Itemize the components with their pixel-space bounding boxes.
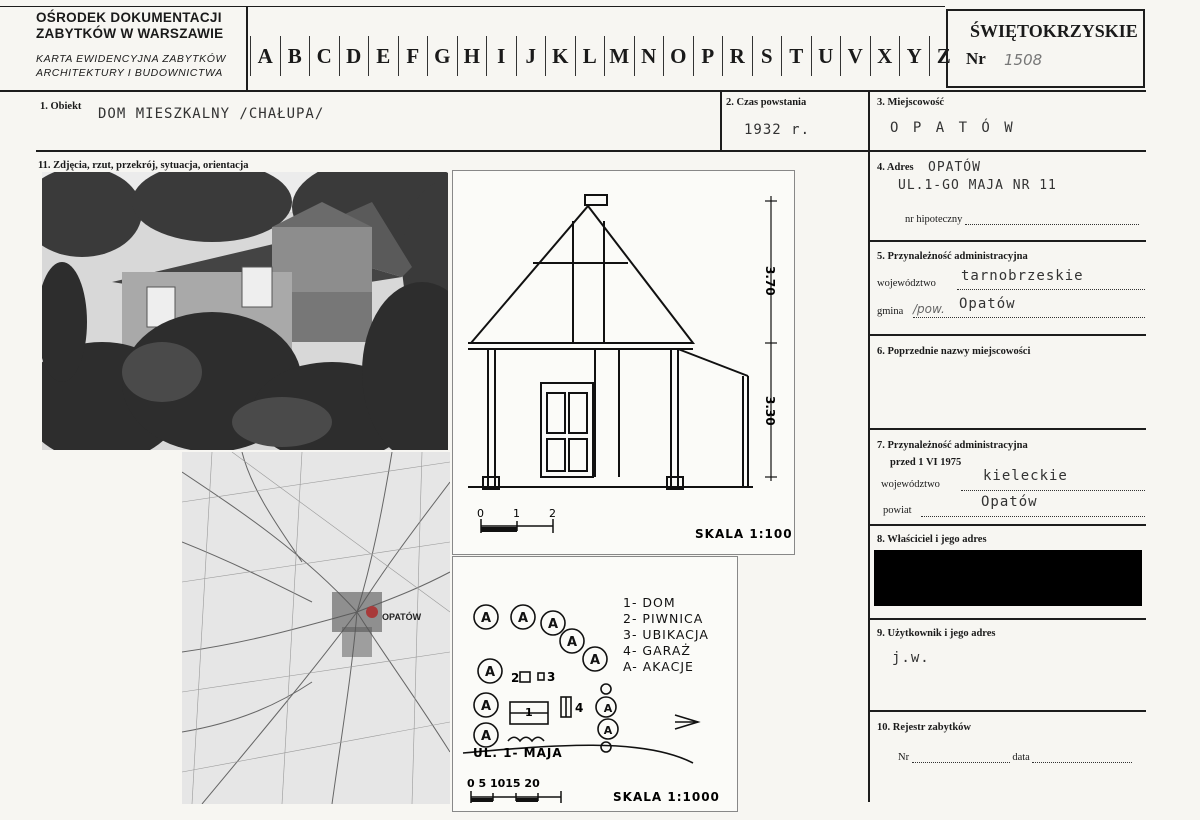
alphabet-index (250, 36, 958, 76)
rejestr-row (898, 752, 1132, 763)
adres-label: 4. Adres (877, 162, 914, 173)
zdjecia-label: 11. Zdjęcia, rzut, przekrój, sytuacja, orientacja (38, 160, 249, 171)
tree-label: A (480, 699, 492, 714)
index-letter-z: Z (929, 36, 959, 76)
header-top-rule (0, 6, 945, 7)
map-town-label: OPATÓW (382, 612, 422, 622)
rejestr-data-label: data (1012, 752, 1030, 763)
dimension-upper: 3.70 (763, 266, 777, 296)
tree-label: A (589, 653, 601, 668)
plan-label-2: 2 (511, 671, 520, 685)
miejscowosc-label: 3. Miejscowość (877, 97, 945, 108)
legend-item-piwnica: 2- PIWNICA (623, 611, 704, 626)
poprzednie-label: 6. Poprzednie nazwy miejscowości (877, 346, 1031, 357)
hipoteczny-row (905, 214, 1139, 225)
obiekt-value: DOM MIESZKALNY /CHAŁUPA/ (98, 106, 325, 122)
street-label: UL. 1- MAJA (473, 746, 563, 760)
tree-label: A (566, 635, 578, 650)
card-type-line1: KARTA EWIDENCYJNA ZABYTKÓW (36, 53, 227, 65)
index-letter-r: R (722, 36, 752, 76)
rule-after-admin-prev (868, 524, 1146, 526)
wojewodztwo-prev-label: województwo (881, 479, 940, 490)
obiekt-label: 1. Obiekt (40, 101, 82, 112)
card-type-line2: ARCHITEKTURY I BUDOWNICTWA (36, 67, 223, 79)
tree-label: A (480, 729, 492, 744)
index-letter-y: Y (899, 36, 929, 76)
index-letter-e: E (368, 36, 398, 76)
adres-line2: UL.1-GO MAJA NR 11 (898, 178, 1057, 193)
czas-label: 2. Czas powstania (726, 97, 807, 108)
index-letter-g: G (427, 36, 457, 76)
rule-after-uzytkownik (868, 710, 1146, 712)
header-bottom-rule (0, 90, 1146, 92)
right-column-divider (868, 90, 870, 802)
tree-label: A (603, 702, 613, 715)
location-map (182, 452, 450, 804)
divider-obiekt-czas (720, 90, 722, 150)
elevation-svg (453, 171, 796, 556)
hipoteczny-label: nr hipoteczny (905, 214, 963, 225)
index-letter-n: N (634, 36, 664, 76)
tree-label: A (484, 665, 496, 680)
organization-block (36, 10, 244, 80)
wlasciciel-label: 8. Właściciel i jego adres (877, 534, 987, 545)
index-letter-d: D (339, 36, 369, 76)
index-letter-h: H (457, 36, 487, 76)
plan-label-4: 4 (575, 701, 584, 715)
powiat-dotline (921, 503, 1145, 517)
site-plan (452, 556, 738, 812)
rule-after-admin (868, 334, 1146, 336)
rejestr-data-field[interactable] (1032, 762, 1132, 763)
row1-bottom-rule (36, 150, 1146, 152)
location-map-image (182, 452, 450, 804)
admin-prev-date: przed 1 VI 1975 (890, 457, 962, 468)
house-photo (42, 172, 448, 450)
legend-item-garaz: 4- GARAŻ (623, 643, 691, 658)
rule-after-poprzednie (868, 428, 1146, 430)
wojewodztwo-prev-value: kieleckie (983, 468, 1068, 484)
index-letter-l: L (575, 36, 605, 76)
plan-label-1: 1 (525, 706, 533, 719)
region-box (946, 9, 1145, 88)
wojewodztwo-value: tarnobrzeskie (961, 268, 1084, 284)
dimension-lower: 3.30 (763, 396, 777, 426)
admin-label: 5. Przynależność administracyjna (877, 251, 1028, 262)
uzytkownik-label: 9. Użytkownik i jego adres (877, 628, 996, 639)
tree-label: A (480, 611, 492, 626)
plan-label-3: 3 (547, 670, 556, 684)
index-letter-m: M (604, 36, 634, 76)
legend-item-dom: 1- DOM (623, 595, 676, 610)
tree-label: A (517, 611, 529, 626)
miejscowosc-value: O P A T Ó W (890, 120, 1016, 136)
index-letter-c: C (309, 36, 339, 76)
region-name: ŚWIĘTOKRZYSKIE (970, 21, 1138, 41)
org-name-line2: ZABYTKÓW W WARSZAWIE (36, 26, 224, 41)
index-letter-t: T (781, 36, 811, 76)
index-letter-b: B (280, 36, 310, 76)
rejestr-nr-label: Nr (898, 752, 910, 763)
redacted-owner-block (874, 550, 1142, 606)
index-letter-u: U (811, 36, 841, 76)
index-letter-k: K (545, 36, 575, 76)
tree-label: A (547, 617, 559, 632)
wojewodztwo-label: województwo (877, 278, 936, 289)
index-letter-a: A (250, 36, 280, 76)
org-name-line1: OŚRODEK DOKUMENTACJI (36, 10, 222, 25)
index-letter-x: X (870, 36, 900, 76)
uzytkownik-value: j.w. (892, 650, 930, 666)
czas-value: 1932 r. (744, 122, 811, 138)
admin-prev-label: 7. Przynależność administracyjna (877, 440, 1028, 451)
header-divider (246, 6, 248, 90)
gmina-separator: /pow. (913, 302, 945, 316)
rejestr-nr-field[interactable] (912, 762, 1010, 763)
hipoteczny-field[interactable] (965, 224, 1139, 225)
plan-scale-label: SKALA 1:1000 (613, 790, 720, 804)
index-letter-o: O (663, 36, 693, 76)
house-photo-image (42, 172, 448, 450)
gmina-label: gmina (877, 306, 904, 317)
index-letter-p: P (693, 36, 723, 76)
wojewodztwo-prev-dotline (961, 477, 1145, 491)
legend-item-akacje: A- AKACJE (623, 659, 694, 674)
rule-after-adres (868, 240, 1146, 242)
elevation-drawing (452, 170, 795, 555)
scale-tick-1: 1 (513, 507, 520, 520)
gmina-dotline (913, 304, 1145, 318)
legend-item-ubikacja: 3- UBIKACJA (623, 627, 709, 642)
adres-line1: OPATÓW (928, 160, 981, 175)
scale-tick-2: 2 (549, 507, 556, 520)
tree-label: A (603, 724, 613, 737)
plan-scale-ticks: 0 5 1015 20 (467, 777, 540, 790)
record-number-value: 1508 (1004, 51, 1043, 69)
record-number-label: Nr (966, 49, 986, 68)
site-plan-legend (623, 595, 709, 675)
index-letter-s: S (752, 36, 782, 76)
index-letter-j: J (516, 36, 546, 76)
index-letter-f: F (398, 36, 428, 76)
powiat-label: powiat (883, 505, 912, 516)
rule-after-wlasciciel (868, 618, 1146, 620)
index-letter-v: V (840, 36, 870, 76)
powiat-value: Opatów (981, 494, 1038, 510)
rejestr-label: 10. Rejestr zabytków (877, 722, 971, 733)
scale-tick-0: 0 (477, 507, 484, 520)
gmina-value: Opatów (959, 296, 1016, 312)
index-letter-i: I (486, 36, 516, 76)
elevation-scale-label: SKALA 1:100 (695, 527, 793, 541)
wojewodztwo-dotline (957, 276, 1145, 290)
